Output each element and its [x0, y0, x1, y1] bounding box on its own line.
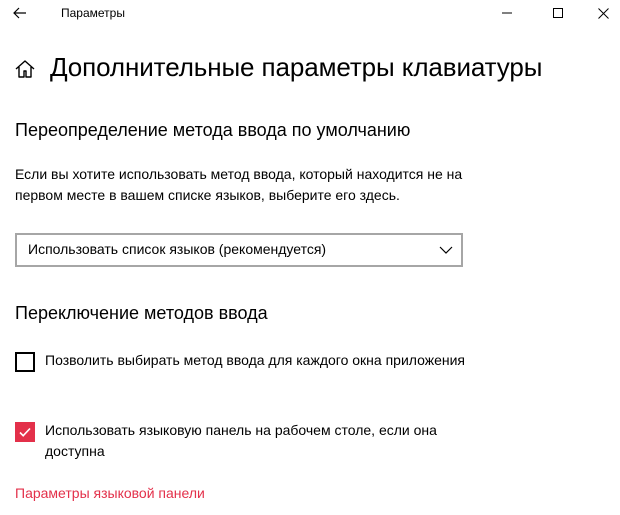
minimize-button[interactable]: [484, 0, 530, 26]
checkmark-icon: [18, 425, 32, 439]
minimize-icon: [502, 8, 512, 18]
checkbox-row-language-bar[interactable]: [15, 420, 485, 462]
back-button[interactable]: [6, 2, 34, 24]
title-bar: [0, 0, 620, 26]
maximize-button[interactable]: [535, 0, 581, 26]
chevron-down-icon: [439, 243, 453, 257]
checkbox-label-language-bar: Использовать языковую панель на рабочем столе, если она доступна: [45, 422, 437, 459]
checkbox-label-per-app: Позволить выбирать метод ввода для каждого окна приложения: [45, 352, 465, 368]
language-bar-checkbox[interactable]: [15, 422, 35, 442]
close-button[interactable]: [580, 0, 620, 26]
page-header: [14, 52, 542, 83]
window-title: Параметры: [61, 6, 125, 20]
home-icon: [14, 58, 36, 80]
checkbox-row-per-app[interactable]: [15, 350, 485, 372]
dropdown-selected-value: Использовать список языков (рекомендуется): [28, 241, 327, 257]
override-description: Если вы хотите использовать метод ввода, который находится не на первом месте в вашем списке языков, выберите его здесь.: [15, 166, 463, 203]
page-title: Дополнительные параметры клавиатуры: [50, 52, 543, 82]
close-icon: [598, 8, 609, 19]
section-title-switching: Переключение методов ввода: [15, 303, 268, 323]
input-method-dropdown[interactable]: [15, 233, 463, 267]
maximize-icon: [553, 8, 563, 18]
per-app-input-checkbox[interactable]: [15, 352, 35, 372]
section-title-override: Переопределение метода ввода по умолчанию: [15, 120, 411, 140]
arrow-left-icon: [13, 7, 27, 19]
language-bar-settings-link[interactable]: Параметры языковой панели: [15, 485, 205, 501]
